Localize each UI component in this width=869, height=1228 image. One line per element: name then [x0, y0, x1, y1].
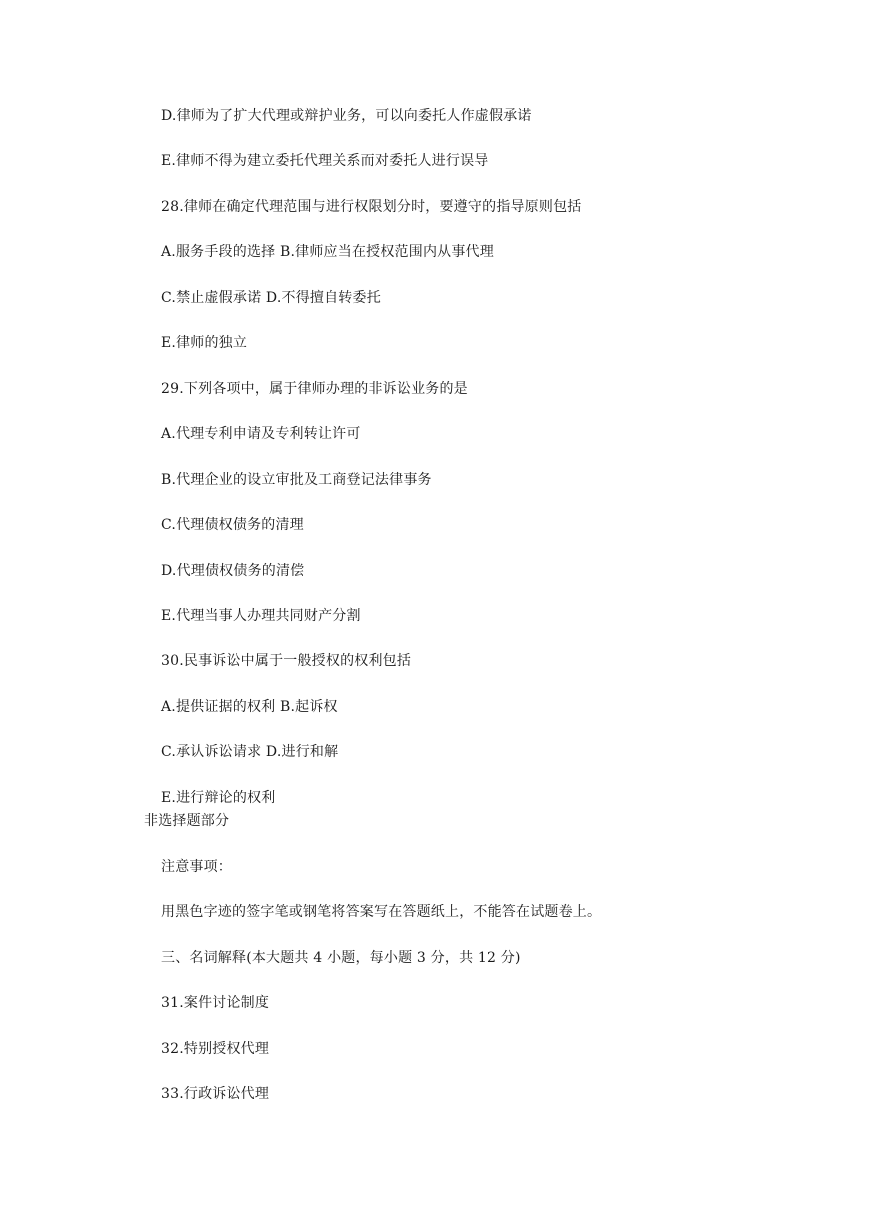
options-28-ab: A.服务手段的选择 B.律师应当在授权范围内从事代理 — [161, 244, 494, 260]
options-28-cd: C.禁止虚假承诺 D.不得擅自转委托 — [161, 290, 381, 306]
option-27e: E.律师不得为建立委托代理关系而对委托人进行误导 — [161, 153, 489, 169]
option-30e: E.进行辩论的权利 — [161, 790, 276, 806]
option-29c: C.代理债权债务的清理 — [161, 517, 304, 533]
notes-title: 注意事项： — [161, 859, 232, 875]
option-29a: A.代理专利申请及专利转让许可 — [161, 426, 361, 442]
option-27d: D.律师为了扩大代理或辩护业务，可以向委托人作虚假承诺 — [161, 108, 532, 124]
question-28: 28.律师在确定代理范围与进行权限划分时，要遵守的指导原则包括 — [161, 199, 582, 215]
question-29: 29.下列各项中，属于律师办理的非诉讼业务的是 — [161, 381, 468, 397]
question-30: 30.民事诉讼中属于一般授权的权利包括 — [161, 653, 412, 669]
option-29e: E.代理当事人办理共同财产分割 — [161, 608, 361, 624]
option-28e: E.律师的独立 — [161, 335, 248, 351]
question-32: 32.特别授权代理 — [161, 1041, 270, 1057]
notes-instruction: 用黑色字迹的签字笔或钢笔将答案写在答题纸上，不能答在试题卷上。 — [161, 904, 602, 920]
question-31: 31.案件讨论制度 — [161, 995, 270, 1011]
question-33: 33.行政诉讼代理 — [161, 1086, 270, 1102]
options-30-ab: A.提供证据的权利 B.起诉权 — [161, 699, 338, 715]
options-30-cd: C.承认诉讼请求 D.进行和解 — [161, 744, 339, 760]
option-29b: B.代理企业的设立审批及工商登记法律事务 — [161, 472, 432, 488]
option-29d: D.代理债权债务的清偿 — [161, 563, 305, 579]
section-heading: 非选择题部分 — [144, 813, 230, 829]
part-three-heading: 三、名词解释(本大题共 4 小题，每小题 3 分，共 12 分) — [161, 950, 521, 966]
